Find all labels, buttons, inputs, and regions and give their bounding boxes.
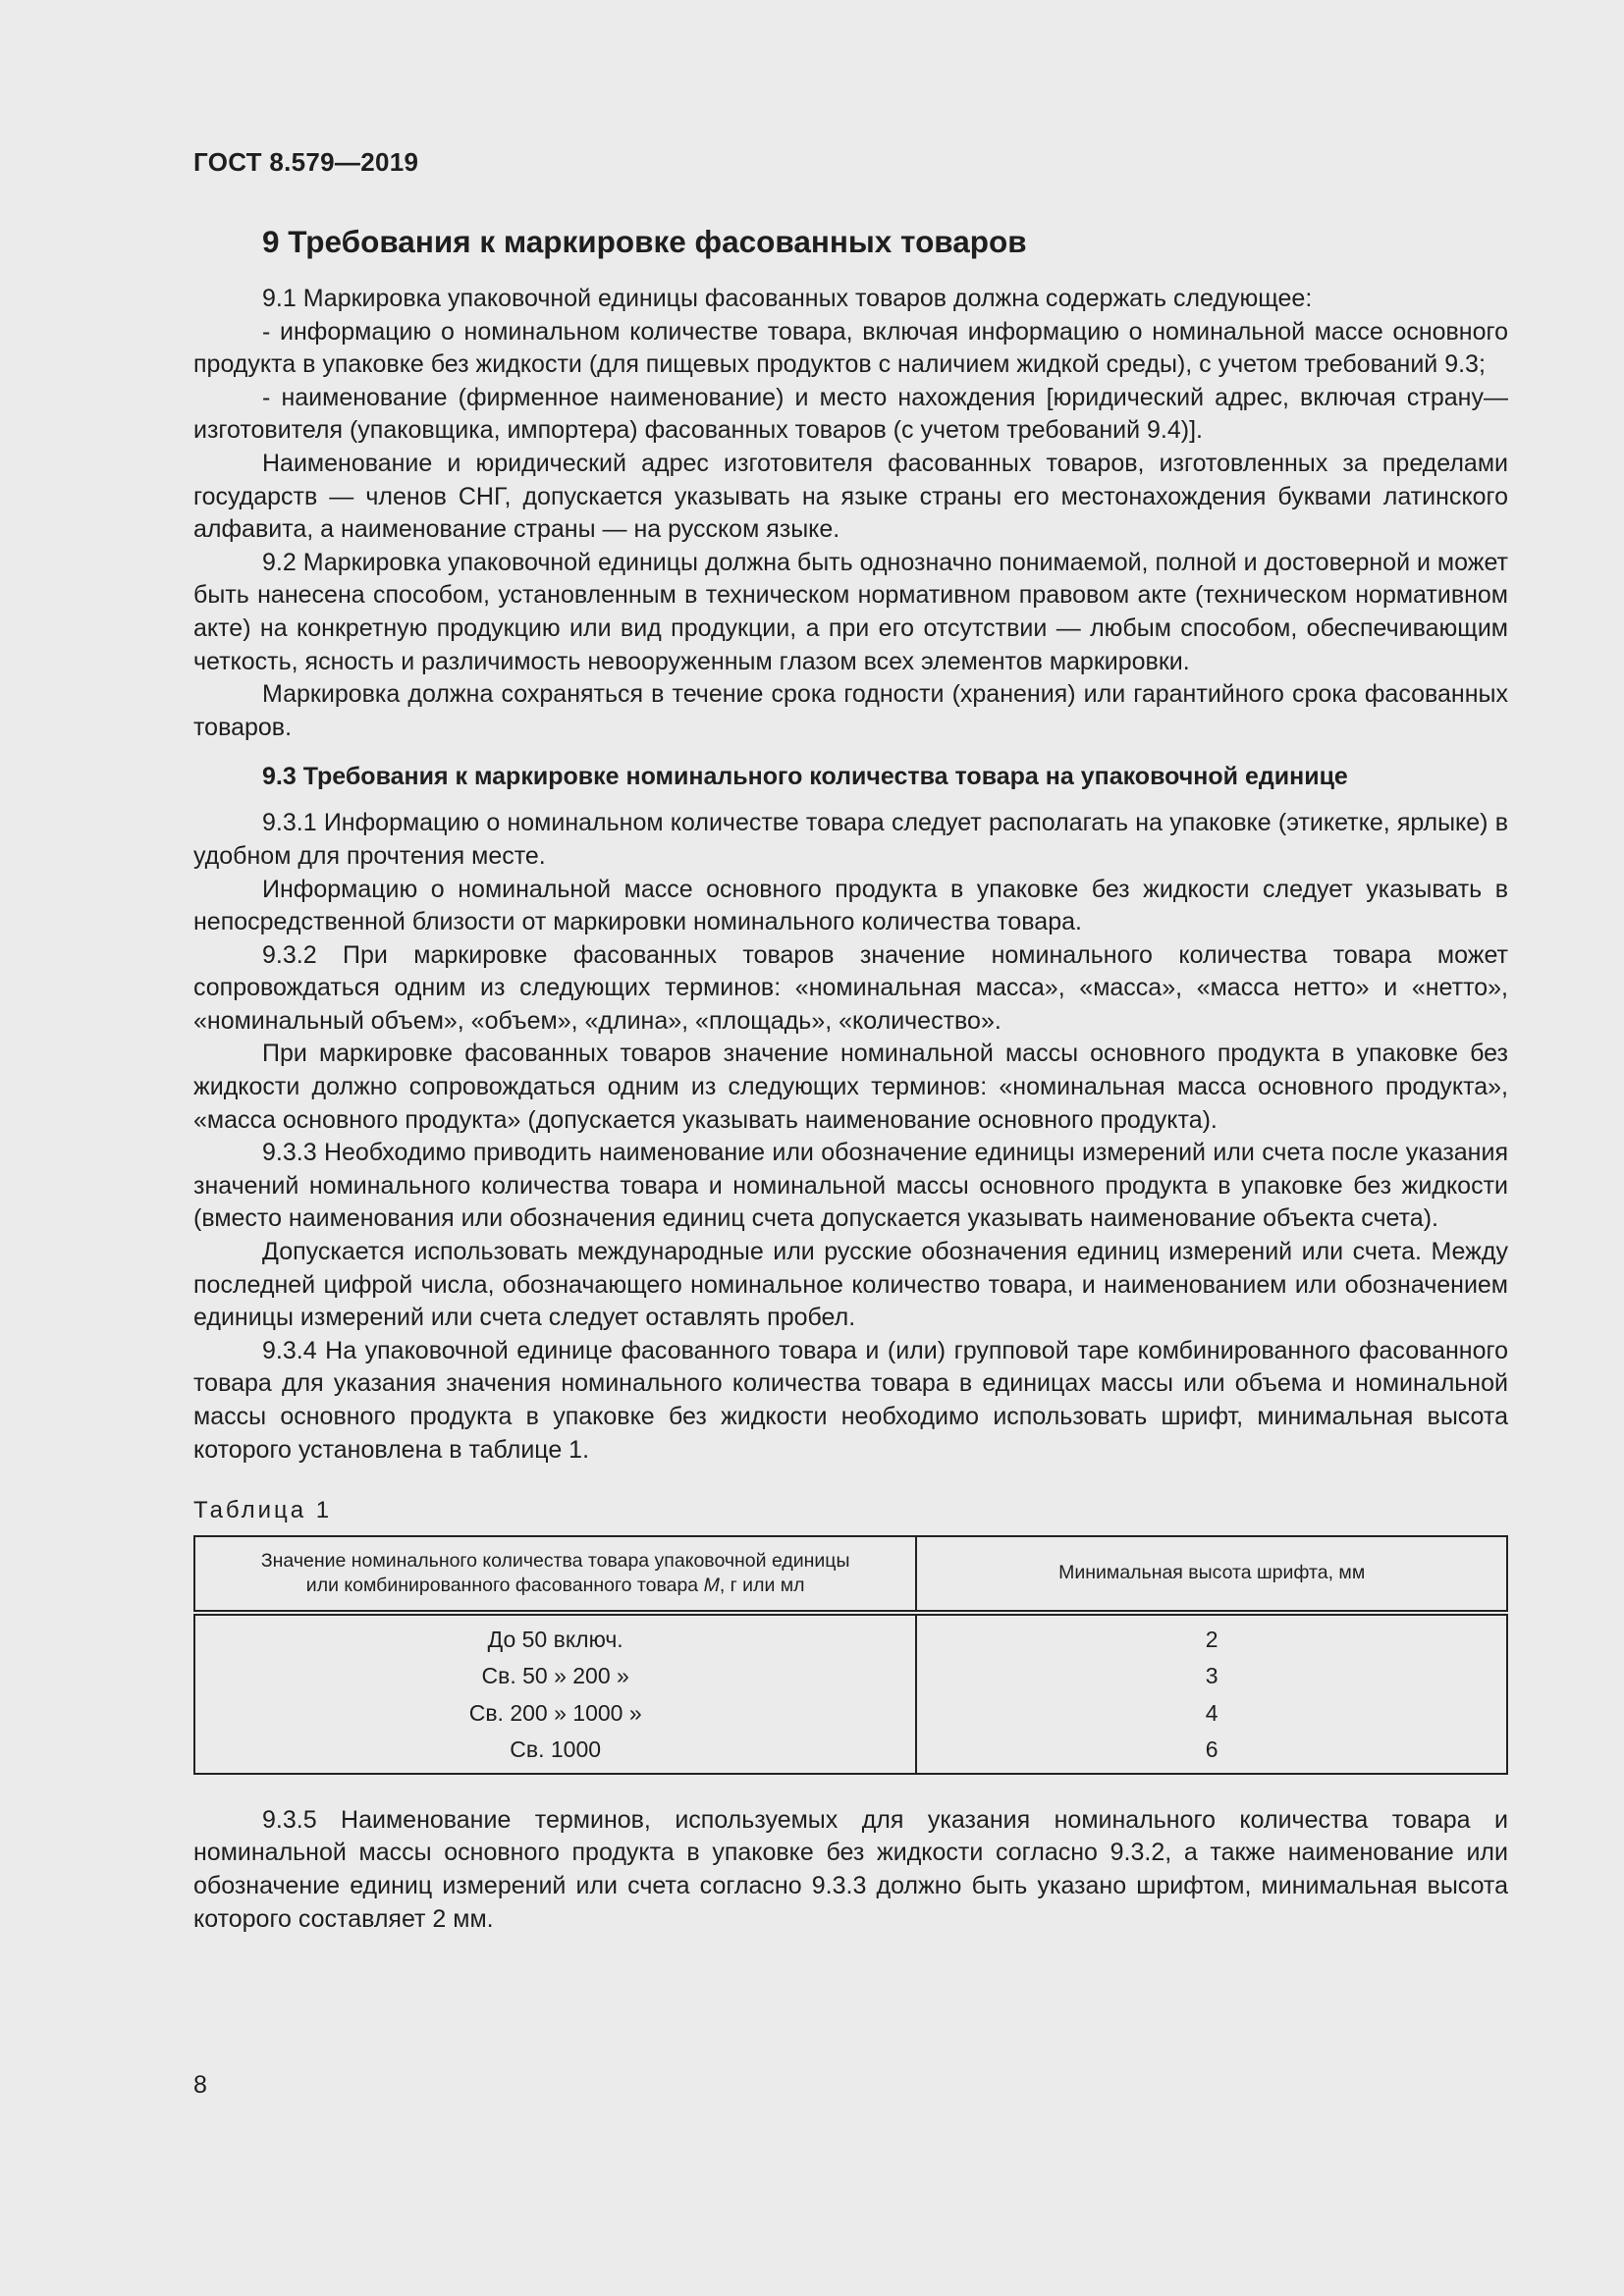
list-item-nominal-quantity: - информацию о номинальном количестве товара, включая информацию о номинальной массе основного продукта в упаковке без жидкости (для пищевых продуктов с наличием жидкой среды), с учетом требований 9.3; <box>193 317 1508 379</box>
paragraph-9-3-4: 9.3.4 На упаковочной единице фасованного товара и (или) групповой таре комбинированного фасованного товара для указания значения номинального количества товара в единицах массы или объема и номинальной массы основного продукта в упаковке без жидкости необходимо использовать шрифт, минимальная высота которого установлена в таблице 1. <box>193 1336 1508 1464</box>
table-row <box>194 1695 1507 1733</box>
table-header-quantity <box>194 1536 916 1613</box>
paragraph-net-mass-placement: Информацию о номинальной массе основного продукта в упаковке без жидкости следует указывать в непосредственной близости от маркировки номинального количества товара. <box>193 875 1508 936</box>
table-row <box>194 1732 1507 1774</box>
table-row <box>194 1613 1507 1659</box>
paragraph-9-3-5: 9.3.5 Наименование терминов, используемых для указания номинального количества товара и номинальной массы основного продукта в упаковке без жидкости согласно 9.3.2, а также наименование или обозначение единиц измерений или счета согласно 9.3.3 должно быть указано шрифтом, минимальная высота которого составляет 2 мм. <box>193 1805 1508 1933</box>
list-item-manufacturer-name: - наименование (фирменное наименование) и место нахождения [юридический адрес, включая страну—изготовителя (упаковщика, импортера) фасованных товаров (с учетом требований 9.4)]. <box>193 383 1508 445</box>
table-cell-height: 4 <box>1205 1699 1218 1726</box>
header-variable-m: M <box>703 1574 720 1596</box>
table-row <box>194 1658 1507 1695</box>
table-header-row <box>194 1536 1507 1613</box>
paragraph-9-3-2: 9.3.2 При маркировке фасованных товаров значение номинального количества товара может сопровождаться одним из следующих терминов: «номинальная масса», «масса», «масса нетто» и «нетто», «номинальный объем», «объем», «длина», «площадь», «количество». <box>193 940 1508 1035</box>
document-header: ГОСТ 8.579—2019 <box>193 147 419 177</box>
table-cell-range: Св. 50 » 200 » <box>194 1658 916 1695</box>
header-line-2-before: или комбинированного фасованного товара <box>305 1574 704 1596</box>
table-cell-range: Св. 1000 <box>194 1732 916 1774</box>
header-line-2-after: , г или мл <box>719 1574 805 1596</box>
paragraph-9-3-1: 9.3.1 Информацию о номинальном количестве товара следует располагать на упаковке (этикетке, ярлыке) в удобном для прочтения месте. <box>193 809 1508 870</box>
page-number: 8 <box>193 2071 207 2099</box>
paragraph-9-1: 9.1 Маркировка упаковочной единицы фасованных товаров должна содержать следующее: <box>262 285 1313 312</box>
paragraph-foreign-manufacturer: Наименование и юридический адрес изготовителя фасованных товаров, изготовленных за пределами государств — членов СНГ, допускается указывать на языке страны его местонахождения буквами латинского алфавита, а наименование страны — на русском языке. <box>193 449 1508 544</box>
table-cell-height: 6 <box>1205 1736 1218 1763</box>
paragraph-unit-designations: Допускается использовать международные или русские обозначения единиц измерений или счета. Между последней цифрой числа, обозначающего номинальное количество товара, и наименованием или обозначением единицы измерений или счета следует оставлять пробел. <box>193 1238 1508 1332</box>
paragraph-marking-retention: Маркировка должна сохраняться в течение срока годности (хранения) или гарантийного срока фасованных товаров. <box>193 680 1508 741</box>
paragraph-9-2: 9.2 Маркировка упаковочной единицы должна быть однозначно понимаемой, полной и достоверной и может быть нанесена способом, установленным в техническом нормативном правовом акте (техническом нормативном акте) на конкретную продукцию или вид продукции, а при его отсутствии — любым способом, обеспечивающим четкость, ясность и различимость невооруженным глазом всех элементов маркировки. <box>193 548 1508 675</box>
subsection-title: 9.3 Требования к маркировке номинального количества товара на упаковочной единице <box>262 763 1348 791</box>
table-cell-height: 3 <box>1205 1663 1218 1689</box>
document-body <box>193 222 1508 1936</box>
table-header-font-height: Минимальная высота шрифта, мм <box>1058 1562 1366 1584</box>
font-height-table <box>193 1535 1508 1775</box>
section-title: 9 Требования к маркировке фасованных товаров <box>262 224 1027 259</box>
table-cell-height: 2 <box>1205 1626 1218 1652</box>
table-cell-range: До 50 включ. <box>194 1613 916 1659</box>
table-cell-range: Св. 200 » 1000 » <box>194 1695 916 1733</box>
paragraph-9-3-3: 9.3.3 Необходимо приводить наименование или обозначение единицы измерений или счета после указания значений номинального количества товара и номинальной массы основного продукта в упаковке без жидкости (вместо наименования или обозначения единиц счета допускается указывать наименование объекта счета). <box>193 1139 1508 1233</box>
paragraph-main-product-terms: При маркировке фасованных товаров значение номинальной массы основного продукта в упаковке без жидкости должно сопровождаться одним из следующих терминов: «номинальная масса основного продукта», «масса основного продукта» (допускается указывать наименование основного продукта). <box>193 1040 1508 1134</box>
header-line-1: Значение номинального количества товара упаковочной единицы <box>260 1549 850 1572</box>
table-caption: Таблица 1 <box>193 1497 333 1524</box>
